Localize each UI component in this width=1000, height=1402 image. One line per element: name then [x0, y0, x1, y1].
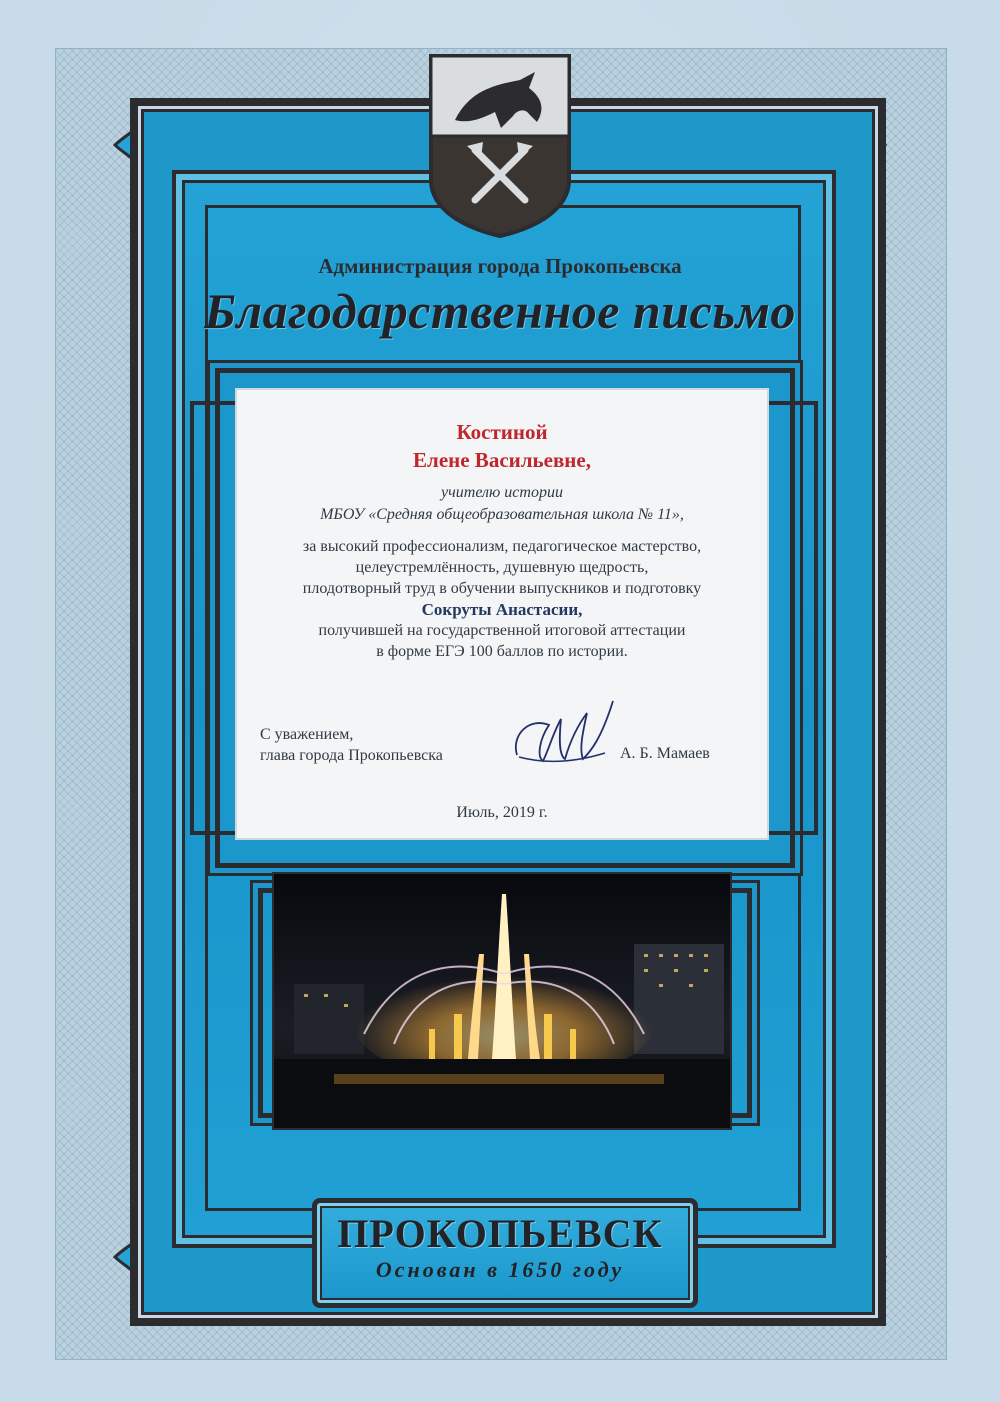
document-title: Благодарственное письмо	[204, 283, 796, 339]
signer-name: А. Б. Мамаев	[620, 745, 710, 762]
letter-line: получившей на государственной итоговой аттестации	[318, 622, 686, 639]
letter-line: целеустремлённость, душевную щедрость,	[355, 559, 649, 576]
recipient-name: Елене Васильевне,	[413, 448, 591, 472]
coat-of-arms-emblem	[425, 50, 575, 240]
recipient-school: МБОУ «Средняя общеобразовательная школа № 11»,	[320, 506, 684, 523]
handwritten-signature	[509, 695, 619, 775]
letter-body	[235, 388, 769, 840]
letter-line: в форме ЕГЭ 100 баллов по истории.	[376, 643, 628, 660]
student-name: Сокруты Анастасии,	[421, 600, 583, 619]
letter-text	[237, 536, 767, 662]
letter-line: плодотворный труд в обучении выпускников и подготовку	[302, 580, 702, 597]
letter-line: за высокий профессионализм, педагогическое мастерство,	[302, 538, 702, 555]
closing	[260, 724, 443, 766]
recipient-role: учителю истории	[441, 484, 563, 501]
founding-year: Основан в 1650 году	[375, 1257, 625, 1282]
city-name: ПРОКОПЬЕВСК	[337, 1211, 663, 1256]
fountain-night-photo	[272, 872, 732, 1130]
recipient-surname: Костиной	[456, 420, 548, 444]
closing-line: С уважением,	[260, 726, 354, 743]
closing-title: глава города Прокопьевска	[260, 747, 443, 764]
organization-name: Администрация города Прокопьевска	[318, 254, 682, 278]
letter-date: Июль, 2019 г.	[456, 804, 548, 821]
